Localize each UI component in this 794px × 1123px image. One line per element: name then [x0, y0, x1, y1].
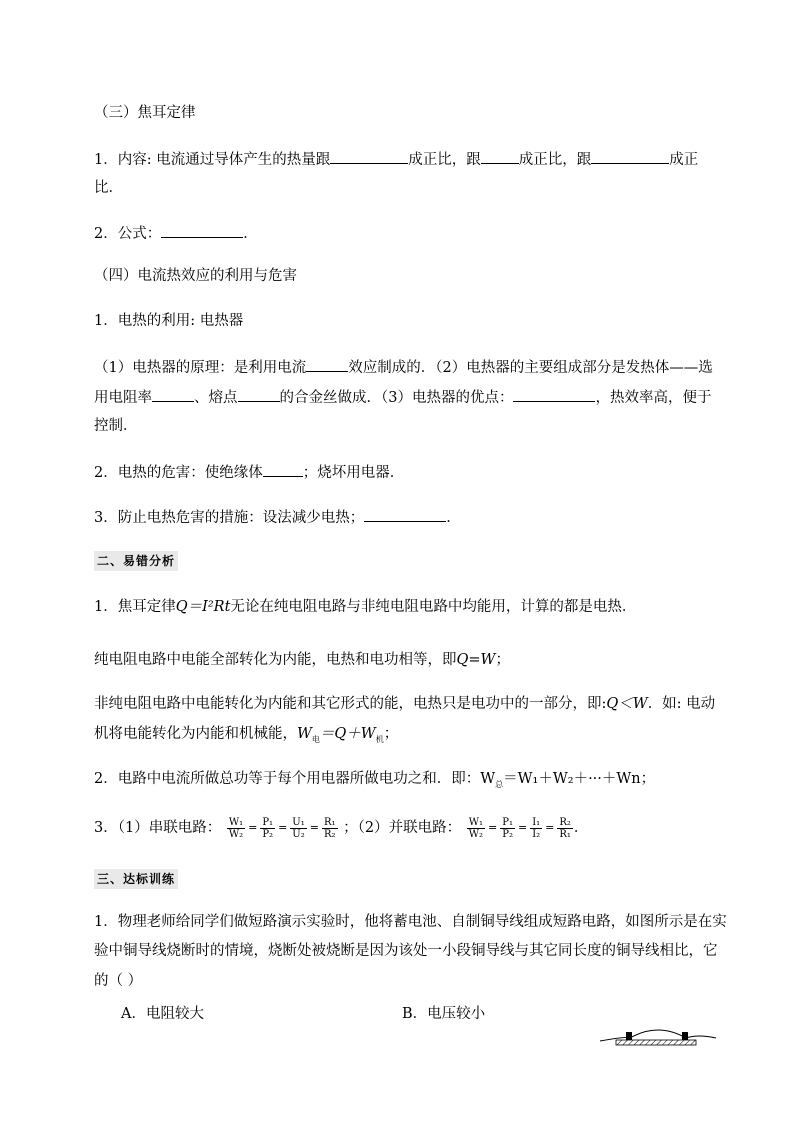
section-error-analysis-title: 二、易错分析 — [94, 551, 178, 571]
blank — [481, 148, 519, 164]
section-4-heading: （四）电流热效应的利用与危害 — [94, 268, 297, 284]
question-1-line-3: 的（ ） — [94, 973, 143, 989]
fraction: $\frac{\text{W₁}}{\text{W₂}}$ — [468, 816, 483, 840]
fraction: $\frac{\text{I₁}}{\text{I₂}}$ — [532, 816, 541, 840]
fraction: $\frac{\text{R₁}}{\text{R₂}}$ — [323, 816, 336, 840]
blank — [513, 386, 595, 402]
heat-harm-line: 2．电热的危害：使绝缘体 ；烧坏用电器． — [94, 461, 404, 483]
blank — [238, 386, 280, 402]
error-analysis-line-6: 3．（1）串联电路： $\frac{\text{W₁}}{\text{W₂}}$ = $\frac{\text{P₁}}{\text{P₂}}$ = $\frac{\text{U₁}}{\text{U₂}}$ = $\frac{\text{R₁}}{\text{R₂}}$ ；（2）并联电路： $\frac{\text{W₁}}{\text{W₂}}$ = $\frac{\text{P₁}}{\text{P₂}}$ = $\frac{\text{I₁}}{\text{I₂}}$ = $\frac{\text{R₂}}{\text{R₁}}$ ． — [94, 816, 589, 840]
heater-material-line: 用电阻率 、熔点 的合金丝做成．（3）电热器的优点： ，热效率高，便于 — [94, 386, 711, 408]
fraction: $\frac{\text{P₁}}{\text{P₂}}$ — [502, 816, 513, 840]
error-analysis-line-2: 纯电阻电路中电能全部转化为内能，电热和电功相等，即Q=W； — [94, 652, 510, 668]
error-analysis-line-5: 2．电路中电流所做总功等于每个用电器所做电功之和．即：$W_总=W_1+W_2+\cdot\cdot\cdot+Wn$； — [94, 771, 656, 789]
fraction: $\frac{\text{U₁}}{\text{U₂}}$ — [292, 816, 305, 840]
fraction: $\frac{\text{P₁}}{\text{P₂}}$ — [262, 816, 274, 840]
joule-law-content-line: 1．内容: 电流通过导体产生的热量跟 成正比，跟 成正比，跟 成正 — [94, 148, 698, 170]
option-a: A．电阻较大 — [121, 1006, 204, 1022]
heat-prevention-line: 3．防止电热危害的措施：设法减少电热； ． — [94, 506, 461, 528]
heater-control-line: 控制． — [94, 418, 138, 434]
section-practice-title: 三、达标训练 — [94, 869, 178, 889]
blank — [263, 461, 303, 477]
joule-law-content-line-2: 比． — [94, 180, 123, 196]
question-1-line-2: 验中铜导线烧断时的情境，烧断处被烧断是因为该处一小段铜导线与其它同长度的铜导线相比，它 — [94, 943, 718, 959]
blank — [591, 148, 669, 164]
error-analysis-line-4: 机将电能转化为内能和机械能，$W_电=Q+W_机$； — [94, 726, 399, 744]
option-b: B．电压较小 — [402, 1006, 486, 1022]
fraction: $\frac{\text{R₂}}{\text{R₁}}$ — [559, 816, 571, 840]
heat-use-line: 1．电热的利用: 电热器 — [94, 313, 244, 329]
fraction: $\frac{\text{W₁}}{\text{W₂}}$ — [228, 816, 244, 840]
section-3-heading: （三）焦耳定律 — [94, 105, 196, 121]
blank — [152, 386, 194, 402]
blank — [364, 506, 446, 522]
circuit-wire-figure — [598, 1024, 718, 1054]
error-analysis-line-3: 非纯电阻电路中电能转化为内能和其它形式的能，电热只是电功中的一部分，即:Q＜W．如: 电动 — [94, 696, 716, 712]
joule-law-formula-line: 2．公式： ． — [94, 222, 258, 244]
heater-principle-line: （1）电热器的原理：是利用电流 效应制成的．（2）电热器的主要组成部分是发热体——选 — [94, 356, 713, 378]
blank — [161, 222, 243, 238]
blank — [306, 356, 348, 372]
blank — [330, 148, 408, 164]
question-1-line-1: 1．物理老师给同学们做短路演示实验时，他将蓄电池、自制铜导线组成短路电路，如图所示是在实 — [94, 914, 727, 930]
error-analysis-line-1: 1．焦耳定律Q＝I²Rt无论在纯电阻电路与非纯电阻电路中均能用，计算的都是电热． — [94, 599, 637, 615]
